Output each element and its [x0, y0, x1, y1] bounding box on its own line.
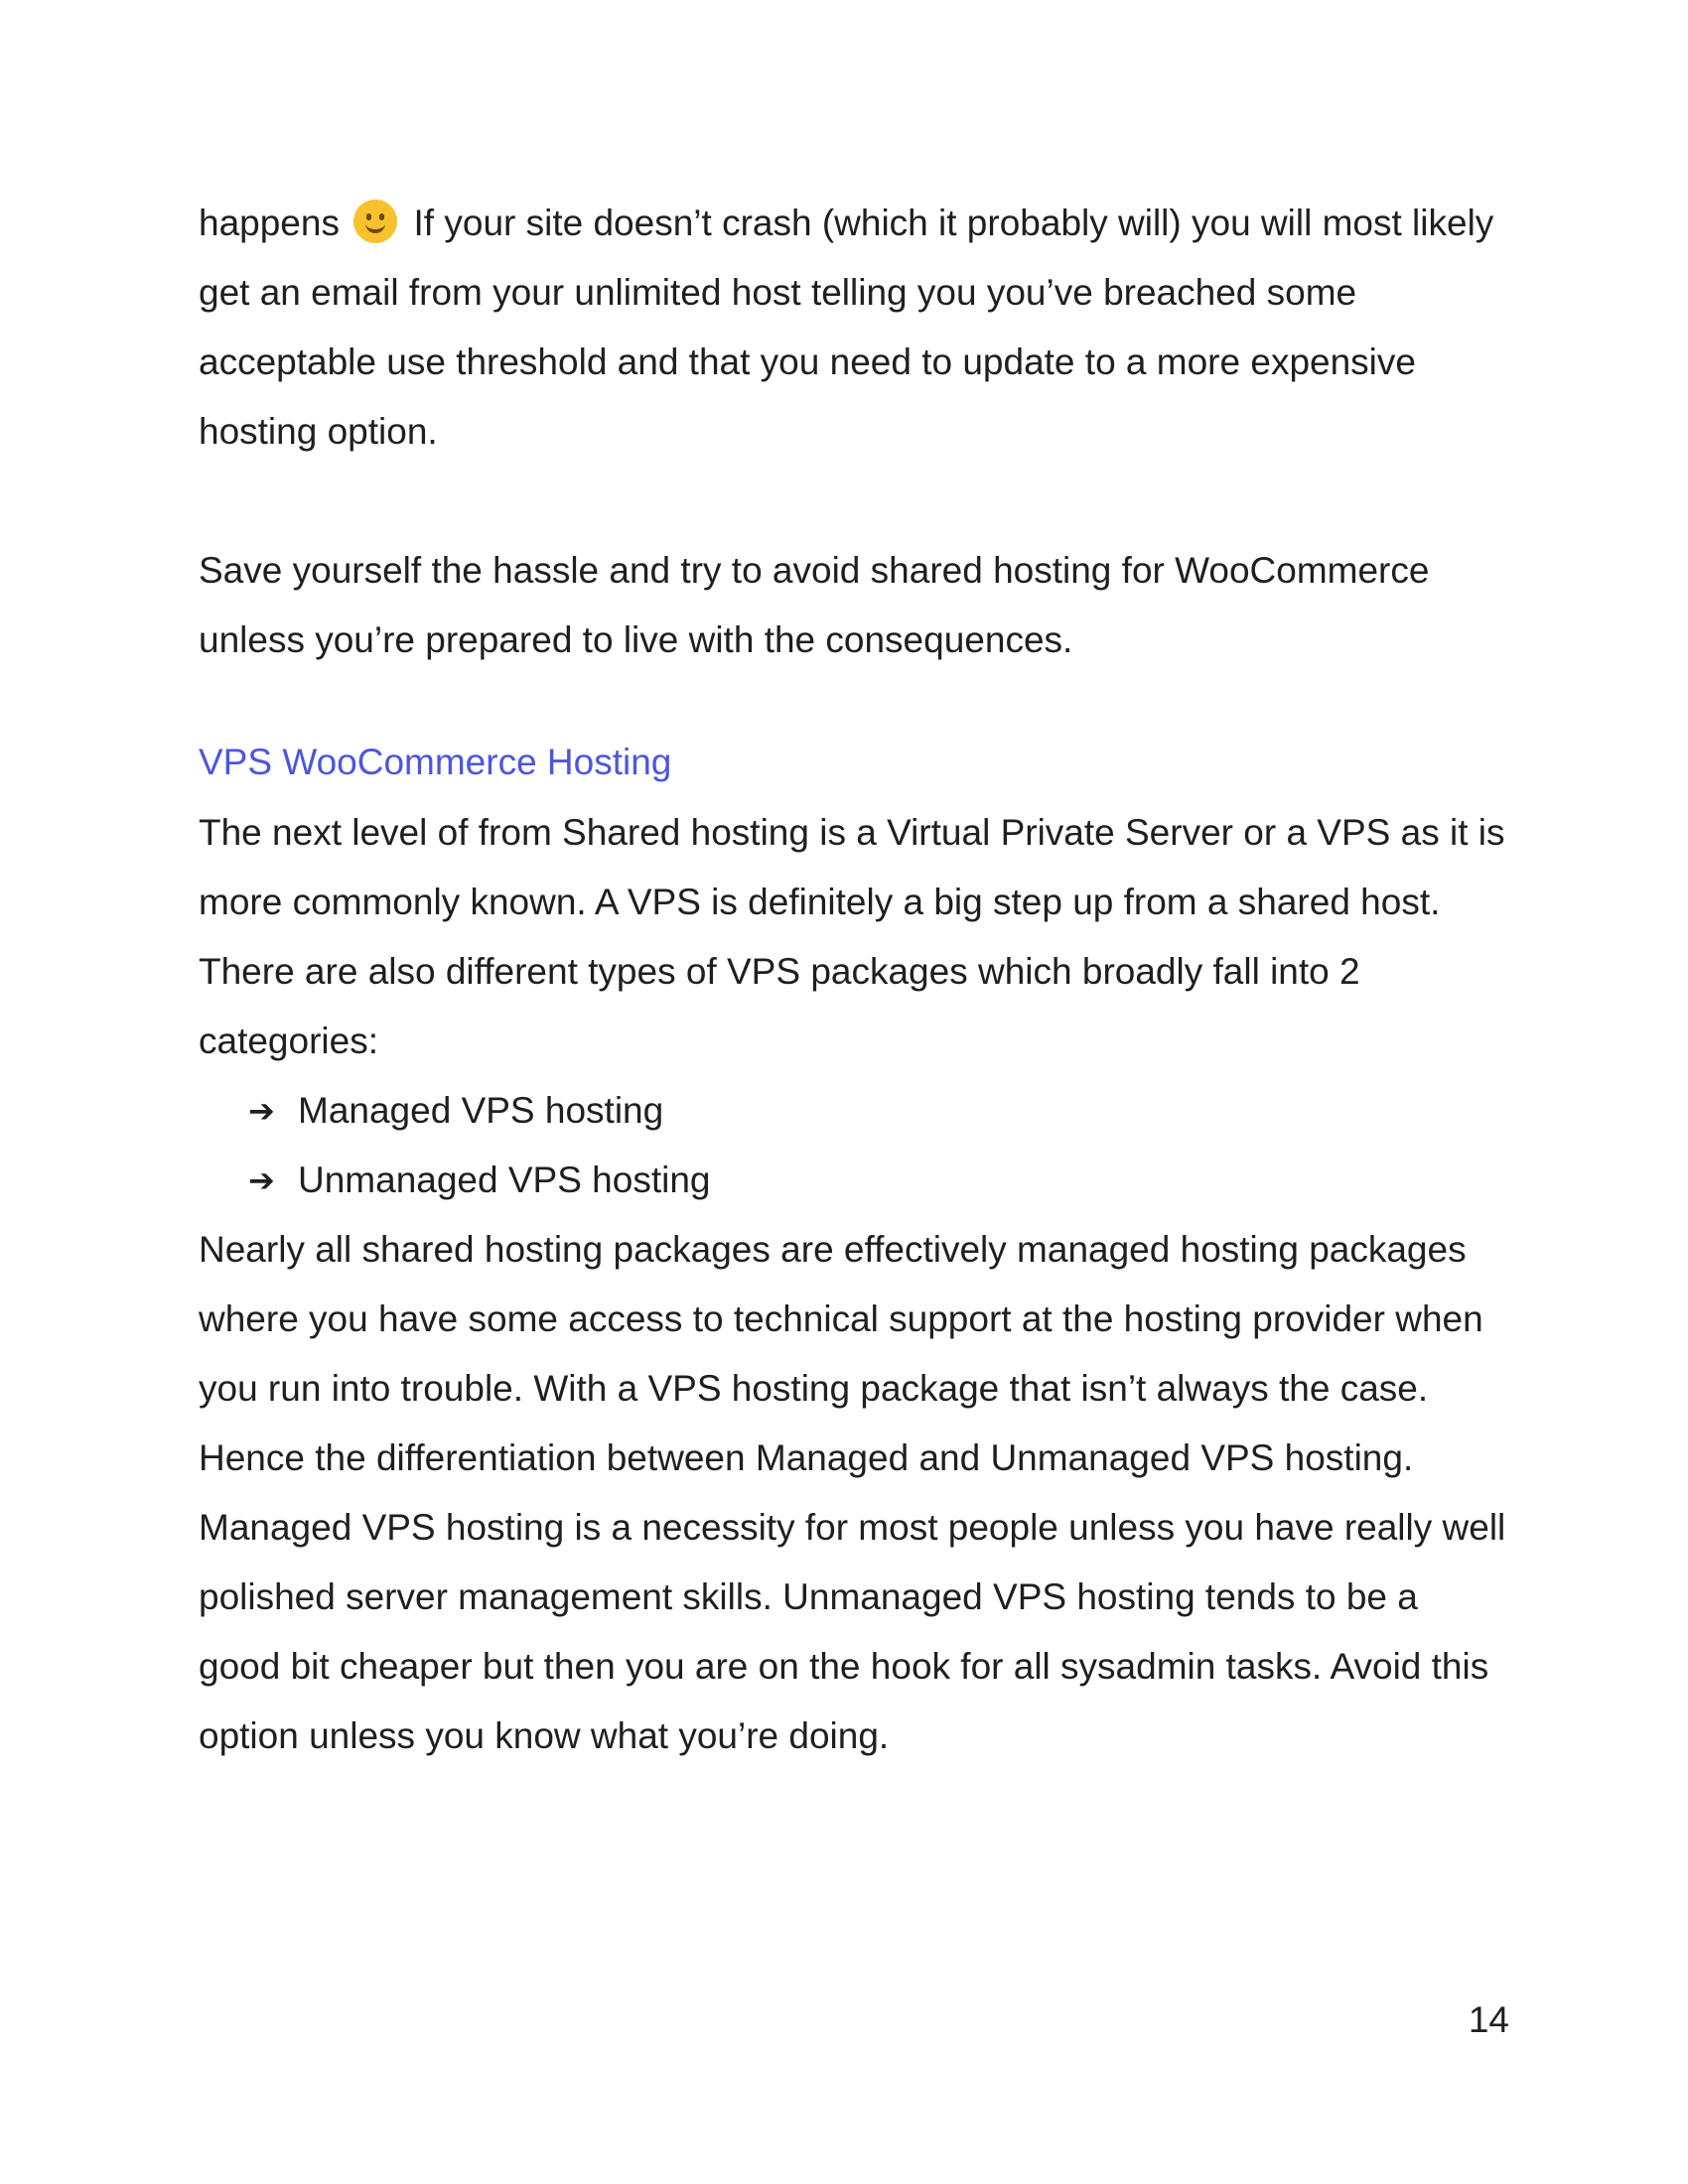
list-item: [248, 1076, 1509, 1146]
paragraph-text-rest: If your site doesn’t crash (which it probably will) you will most likely get an email from your unlimited host telling you you’ve breached some acceptable use threshold and that you need to update to a more expensive hosting option.: [199, 203, 1494, 452]
list-item-label: Unmanaged VPS hosting: [298, 1160, 711, 1200]
list-item-label: Managed VPS hosting: [298, 1090, 664, 1131]
right-arrow-icon: ➔: [248, 1161, 275, 1199]
page-number: 14: [1468, 1999, 1509, 2040]
paragraph-text-start: happens: [199, 203, 340, 243]
paragraph-managed-vs-unmanaged: Nearly all shared hosting packages are effectively managed hosting packages where you have some access to technical support at the hosting provider when you run into trouble. With a VPS hosting package that isn’t always the case. Hence the differentiation between Managed and Unmanaged VPS hosting. Managed VPS hosting is a necessity for most people unless you have really well polished server management skills. Unmanaged VPS hosting tends to be a good bit cheaper but then you are on the hook for all sysadmin tasks. Avoid this option unless you know what you’re doing.: [199, 1229, 1506, 1756]
page-content: [199, 189, 1509, 1771]
paragraph-avoid-shared: Save yourself the hassle and try to avoid shared hosting for WooCommerce unless you’re prepared to live with the consequences.: [199, 550, 1430, 660]
list-item: [248, 1146, 1509, 1215]
paragraph-unlimited-host: [199, 189, 1509, 467]
smiling-face-icon: [353, 200, 397, 243]
section-heading: VPS WooCommerce Hosting: [199, 742, 672, 782]
vps-category-list: [199, 1076, 1509, 1215]
right-arrow-icon: ➔: [248, 1092, 275, 1130]
paragraph-vps-intro: The next level of from Shared hosting is a Virtual Private Server or a VPS as it is more commonly known. A VPS is definitely a big step up from a shared host. There are also different types of VPS packages which broadly fall into 2 categories:: [199, 812, 1505, 1061]
paragraph-spacer: [199, 467, 1509, 536]
